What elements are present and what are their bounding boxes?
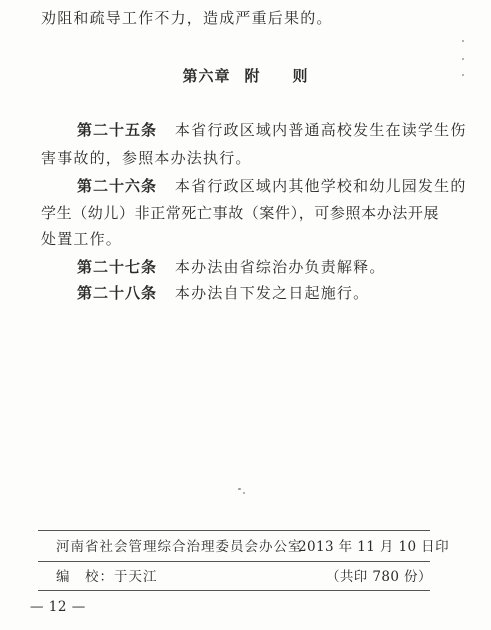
footer-top-rule (38, 530, 430, 531)
footer-bottom-rule (38, 590, 430, 591)
article-27-line-1 (77, 257, 386, 277)
article-25-line-1 (77, 120, 467, 140)
footer-middle-rule (38, 561, 430, 562)
article-26-text-3: 处置工作。 (41, 230, 123, 248)
footer-print-date: 2013 年 11 月 10 日印 (298, 539, 449, 555)
article-26-text-2: 学生（幼儿）非正常死亡事故（案件），可参照本办法开展 (41, 204, 440, 222)
article-25-label: 第二十五条 (77, 121, 158, 139)
article-25-text-2: 害事故的，参照本办法执行。 (41, 149, 252, 167)
article-27-label: 第二十七条 (77, 258, 158, 276)
scan-speck (243, 492, 245, 494)
page-number: — 12 — (30, 599, 86, 615)
article-28-line-1 (77, 283, 369, 303)
chapter-number: 第六章 (182, 67, 231, 85)
intro-line: 劝阻和疏导工作不力，造成严重后果的。 (41, 9, 333, 27)
footer-copies: （共印 780 份） (326, 569, 432, 585)
scan-speck (462, 40, 464, 42)
article-26-text-1: 本省行政区域内其他学校和幼儿园发生的 (174, 177, 467, 195)
article-28-text-1: 本办法自下发之日起施行。 (174, 284, 370, 302)
article-26-line-1 (77, 176, 467, 196)
chapter-name: 附 则 (244, 67, 309, 85)
article-26-label: 第二十六条 (77, 177, 158, 195)
footer-issuer: 河南省社会管理综合治理委员会办公室 (56, 539, 303, 555)
article-28-label: 第二十八条 (77, 284, 158, 302)
chapter-title (0, 66, 491, 86)
footer-editor: 编 校：于天江 (56, 569, 158, 585)
article-27-text-1: 本办法由省综治办负责解释。 (174, 258, 386, 276)
article-25-text-1: 本省行政区域内普通高校发生在读学生伤 (174, 121, 467, 139)
scan-speck (462, 74, 464, 76)
scan-speck (462, 58, 464, 60)
scan-speck (238, 488, 241, 490)
